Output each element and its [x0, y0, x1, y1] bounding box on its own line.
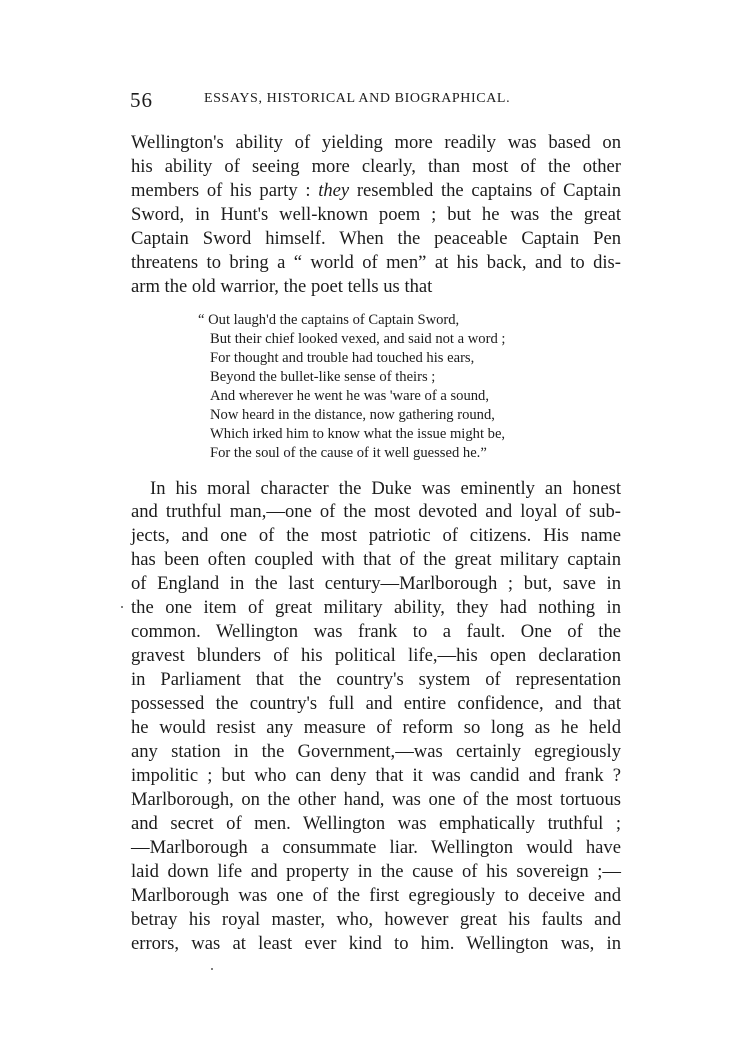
print-speck [121, 606, 123, 608]
paragraph-line: —Marlborough a consummate liar. Wellington would have [131, 837, 621, 858]
paragraph-line: of England in the last century—Marlborough ; but, save in [131, 573, 621, 594]
line-segment: members of his party : [131, 180, 311, 201]
paragraph-line: and truthful man,—one of the most devoted and loyal of sub- [131, 501, 621, 522]
print-speck [211, 968, 213, 970]
verse-line: Now heard in the distance, now gathering round, [210, 407, 495, 423]
verse-line: But their chief looked vexed, and said not a word ; [210, 331, 506, 347]
paragraph-line: impolitic ; but who can deny that it was candid and frank ? [131, 765, 621, 786]
paragraph-line: common. Wellington was frank to a fault. One of the [131, 621, 621, 642]
paragraph-line: Captain Sword himself. When the peaceable Captain Pen [131, 228, 621, 249]
paragraph-line: threatens to bring a “ world of men” at his back, and to dis- [131, 252, 621, 273]
paragraph-line: his ability of seeing more clearly, than most of the other [131, 156, 621, 177]
paragraph-line: he would resist any measure of reform so long as he held [131, 717, 621, 738]
paragraph-line: the one item of great military ability, they had nothing in [131, 597, 621, 618]
paragraph-line: Wellington's ability of yielding more readily was based on [131, 132, 621, 153]
paragraph-line: errors, was at least ever kind to him. Wellington was, in [131, 933, 621, 954]
verse-line: Which irked him to know what the issue might be, [210, 426, 506, 442]
paragraph-line: possessed the country's full and entire confidence, and that [131, 693, 621, 714]
paragraph-line: arm the old warrior, the poet tells us that [131, 276, 433, 297]
running-head-title: ESSAYS, HISTORICAL AND BIOGRAPHICAL. [204, 91, 511, 106]
paragraph-line: jects, and one of the most patriotic of citizens. His name [131, 525, 621, 546]
verse-line: And wherever he went he was 'ware of a sound, [210, 388, 489, 404]
paragraph-line [131, 179, 621, 203]
paragraph-line: Marlborough, on the other hand, was one of the most tortuous [131, 789, 621, 810]
paragraph-line: in Parliament that the country's system of representation [131, 669, 621, 690]
line-segment: resembled the captains of Captain [356, 180, 621, 201]
paragraph-line: and secret of men. Wellington was emphatically truthful ; [131, 813, 621, 834]
paragraph-line: gravest blunders of his political life,—his open declaration [131, 645, 621, 666]
verse-line: For thought and trouble had touched his ears, [210, 350, 475, 366]
paragraph-line: betray his royal master, who, however great his faults and [131, 909, 621, 930]
paragraph-line: Marlborough was one of the first egregiously to deceive and [131, 885, 621, 906]
paragraph-line: any station in the Government,—was certainly egregiously [131, 741, 621, 762]
paragraph-first-line: In his moral character the Duke was eminently an honest [150, 478, 621, 499]
verse-line: Beyond the bullet-like sense of theirs ; [210, 369, 436, 385]
verse-line: For the soul of the cause of it well guessed he.” [210, 445, 487, 461]
paragraph-line: has been often coupled with that of the great military captain [131, 549, 621, 570]
italic-word: they [318, 180, 350, 201]
running-head [130, 88, 622, 112]
paragraph-line: Sword, in Hunt's well-known poem ; but he was the great [131, 204, 621, 225]
verse-line: “ Out laugh'd the captains of Captain Sword, [198, 312, 460, 328]
page-number: 56 [130, 88, 153, 112]
paragraph-line: laid down life and property in the cause of his sovereign ;— [131, 861, 621, 882]
